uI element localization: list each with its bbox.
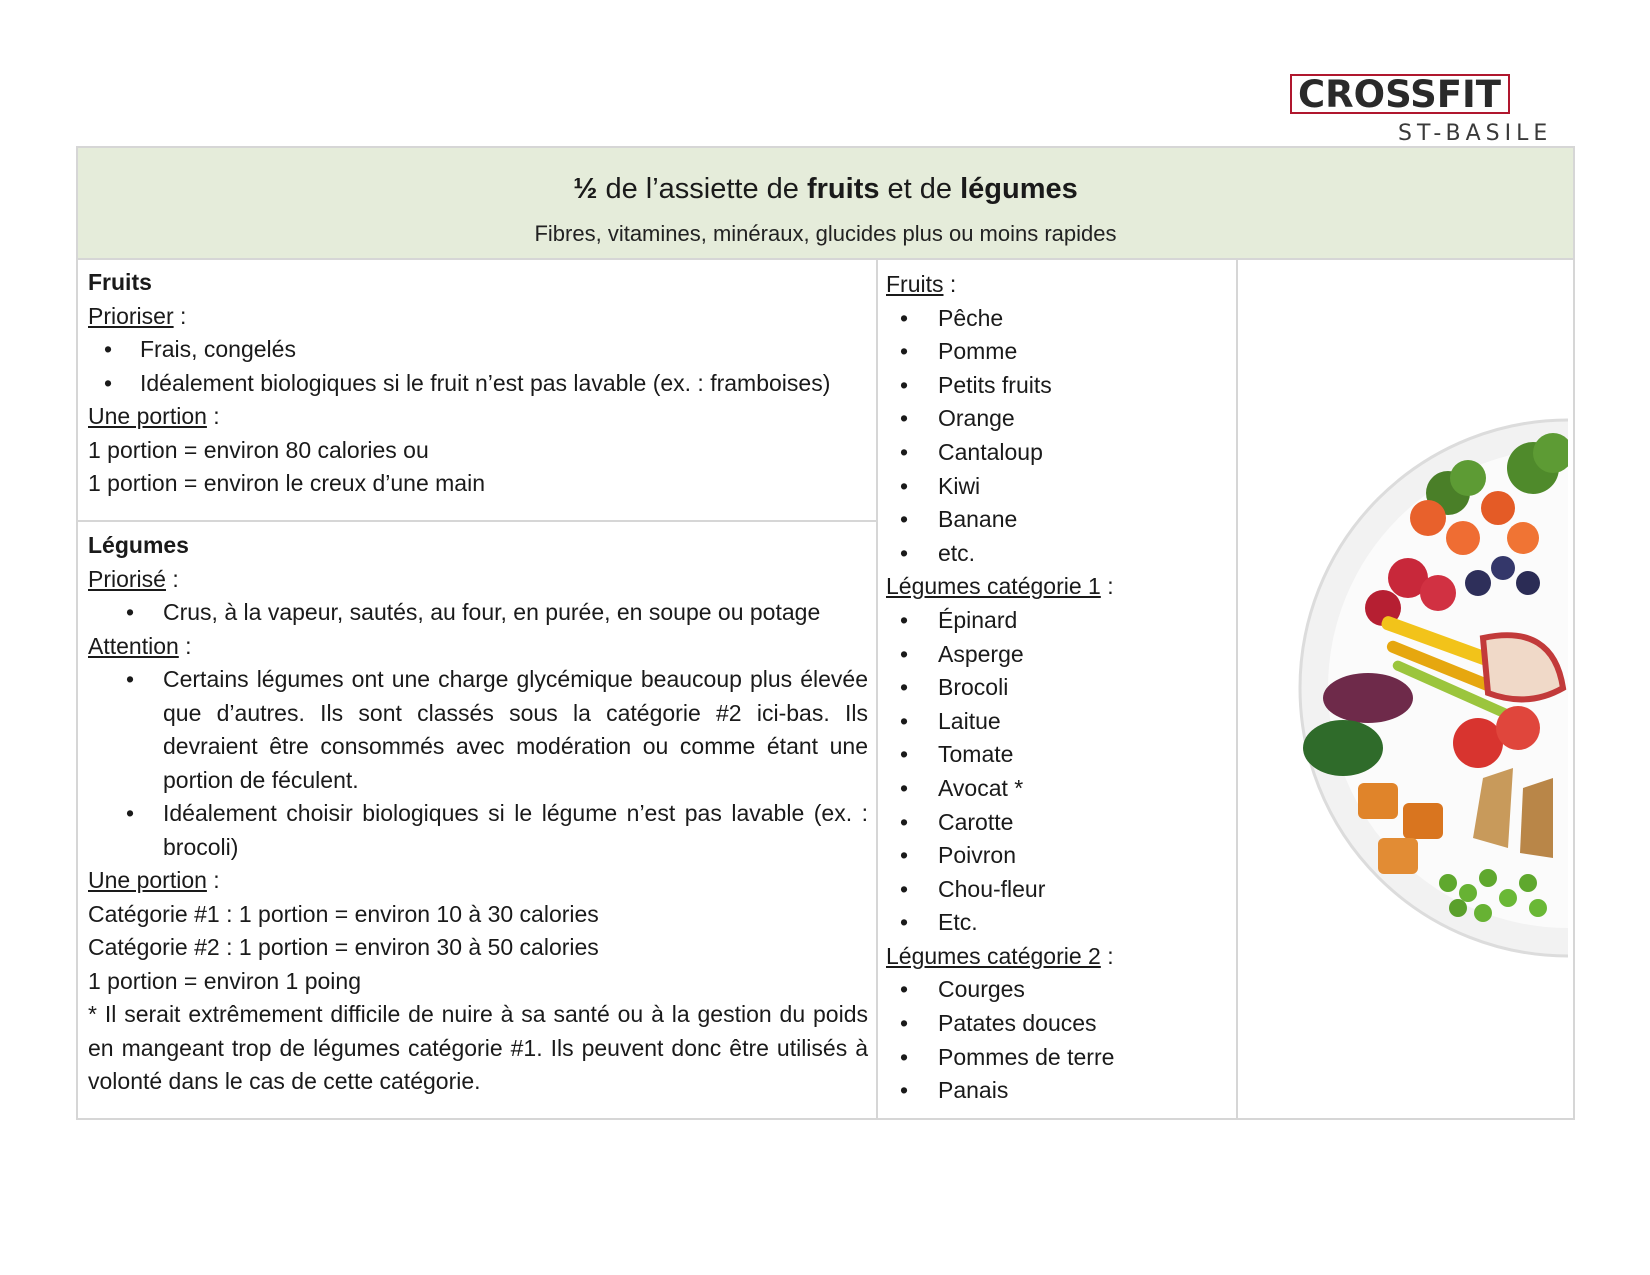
- vegetables-prioritized-list: [88, 596, 868, 630]
- title-vegetables: légumes: [960, 173, 1078, 205]
- half-plate-image: [1298, 408, 1588, 968]
- list-item: • Courges: [886, 973, 1114, 1007]
- vegetables-heading: Légumes: [88, 532, 189, 558]
- page-subtitle: Fibres, vitamines, minéraux, glucides plus ou moins rapides: [534, 221, 1117, 246]
- list-item: • Etc.: [886, 906, 1114, 940]
- veg2-examples-heading: [886, 940, 1114, 974]
- page-title: [78, 172, 1573, 206]
- prioritize-label: Prioriser: [88, 302, 174, 329]
- veg1-examples-list: [886, 604, 1114, 940]
- veg1-examples-heading: [886, 570, 1114, 604]
- fruits-heading: Fruits: [88, 269, 152, 295]
- portion-text: Catégorie #2 : 1 portion = environ 30 à 50 calories: [88, 934, 599, 960]
- colon: :: [165, 565, 179, 592]
- fruits-examples-heading: [886, 268, 1114, 302]
- fruits-examples-list: [886, 302, 1114, 571]
- list-item: • Panais: [886, 1074, 1114, 1108]
- examples-list: [886, 268, 1114, 1108]
- fruits-cell: [88, 266, 868, 501]
- list-item: • Frais, congelés: [88, 333, 868, 367]
- title-text-1: de l’assiette de: [597, 173, 807, 205]
- colon: :: [1100, 573, 1114, 600]
- image-column: [1238, 258, 1575, 1120]
- portion-text: 1 portion = environ 1 poing: [88, 967, 362, 994]
- list-item: • Laitue: [886, 705, 1114, 739]
- list-item: • Carotte: [886, 806, 1114, 840]
- title-half: ½: [573, 173, 598, 205]
- list-item: • Idéalement choisir biologiques si le légume n’est pas lavable (ex. : brocoli): [88, 797, 868, 864]
- colon: :: [206, 403, 220, 429]
- portion-text: Catégorie #1 : 1 portion = environ 10 à 30 calories: [88, 900, 599, 927]
- vegetables-attention-list: [88, 663, 868, 864]
- attention-line: [88, 630, 868, 664]
- list-item: • Asperge: [886, 638, 1114, 672]
- list-item: • Kiwi: [886, 470, 1114, 504]
- fruits-prioritize-list: [88, 333, 868, 400]
- list-item: • Brocoli: [886, 671, 1114, 705]
- list-item: • Pêche: [886, 302, 1114, 336]
- list-item: • Idéalement biologiques si le fruit n’est pas lavable (ex. : framboises): [88, 367, 868, 401]
- footnote: * Il serait extrêmement difficile de nuire à sa santé ou à la gestion du poids en mangeant trop de légumes catégorie #1. Ils peuvent donc être utilisés à volonté dans le cas de cette catégorie.: [88, 1001, 868, 1094]
- list-item: • Banane: [886, 503, 1114, 537]
- list-item: • Certains légumes ont une charge glycémique beaucoup plus élevée que d’autres. Ils sont classés sous la catégorie #2 ici-bas. Ils devraient être consommés avec modération ou comme étant une portion de féculent.: [88, 663, 868, 797]
- list-item: • Crus, à la vapeur, sautés, au four, en purée, en soupe ou potage: [88, 596, 868, 630]
- logo-main-text: CROSSFIT: [1298, 73, 1502, 116]
- table-header: [78, 148, 1573, 260]
- portion-line: [88, 864, 868, 898]
- examples-column: [878, 258, 1238, 1120]
- prioritized-line: [88, 563, 868, 597]
- prioritized-label: Priorisé: [88, 565, 166, 592]
- list-item: • Chou-fleur: [886, 873, 1114, 907]
- section-divider: [78, 520, 878, 522]
- portion-line: [88, 400, 868, 434]
- colon: :: [206, 867, 220, 893]
- colon: :: [1100, 942, 1114, 969]
- title-text-2: et de: [879, 173, 961, 205]
- list-item: • Pomme: [886, 335, 1114, 369]
- colon: :: [178, 632, 192, 659]
- portion-label: Une portion: [88, 867, 207, 893]
- vegetables-cell: [88, 529, 868, 1099]
- list-item: • Avocat *: [886, 772, 1114, 806]
- portion-label: Une portion: [88, 403, 207, 429]
- fruits-label: Fruits: [886, 271, 944, 297]
- list-item: • Cantaloup: [886, 436, 1114, 470]
- list-item: • Patates douces: [886, 1007, 1114, 1041]
- colon: :: [173, 302, 187, 329]
- list-item: • etc.: [886, 537, 1114, 571]
- list-item: • Orange: [886, 402, 1114, 436]
- crossfit-logo: [1290, 72, 1590, 152]
- veg1-label: Légumes catégorie 1: [886, 573, 1101, 600]
- description-column: [78, 258, 878, 1120]
- portion-text: 1 portion = environ 80 calories ou: [88, 436, 429, 463]
- list-item: • Épinard: [886, 604, 1114, 638]
- attention-label: Attention: [88, 632, 179, 659]
- title-fruits: fruits: [806, 173, 880, 205]
- veg2-label: Légumes catégorie 2: [886, 942, 1101, 969]
- list-item: • Tomate: [886, 738, 1114, 772]
- list-item: • Pommes de terre: [886, 1041, 1114, 1075]
- prioritize-line: [88, 300, 868, 334]
- colon: :: [943, 271, 957, 297]
- nutrition-table: [76, 146, 1575, 1120]
- portion-text: 1 portion = environ le creux d’une main: [88, 470, 485, 496]
- veg2-examples-list: [886, 973, 1114, 1107]
- list-item: • Petits fruits: [886, 369, 1114, 403]
- list-item: • Poivron: [886, 839, 1114, 873]
- logo-sub-text: ST-BASILE: [1398, 121, 1553, 146]
